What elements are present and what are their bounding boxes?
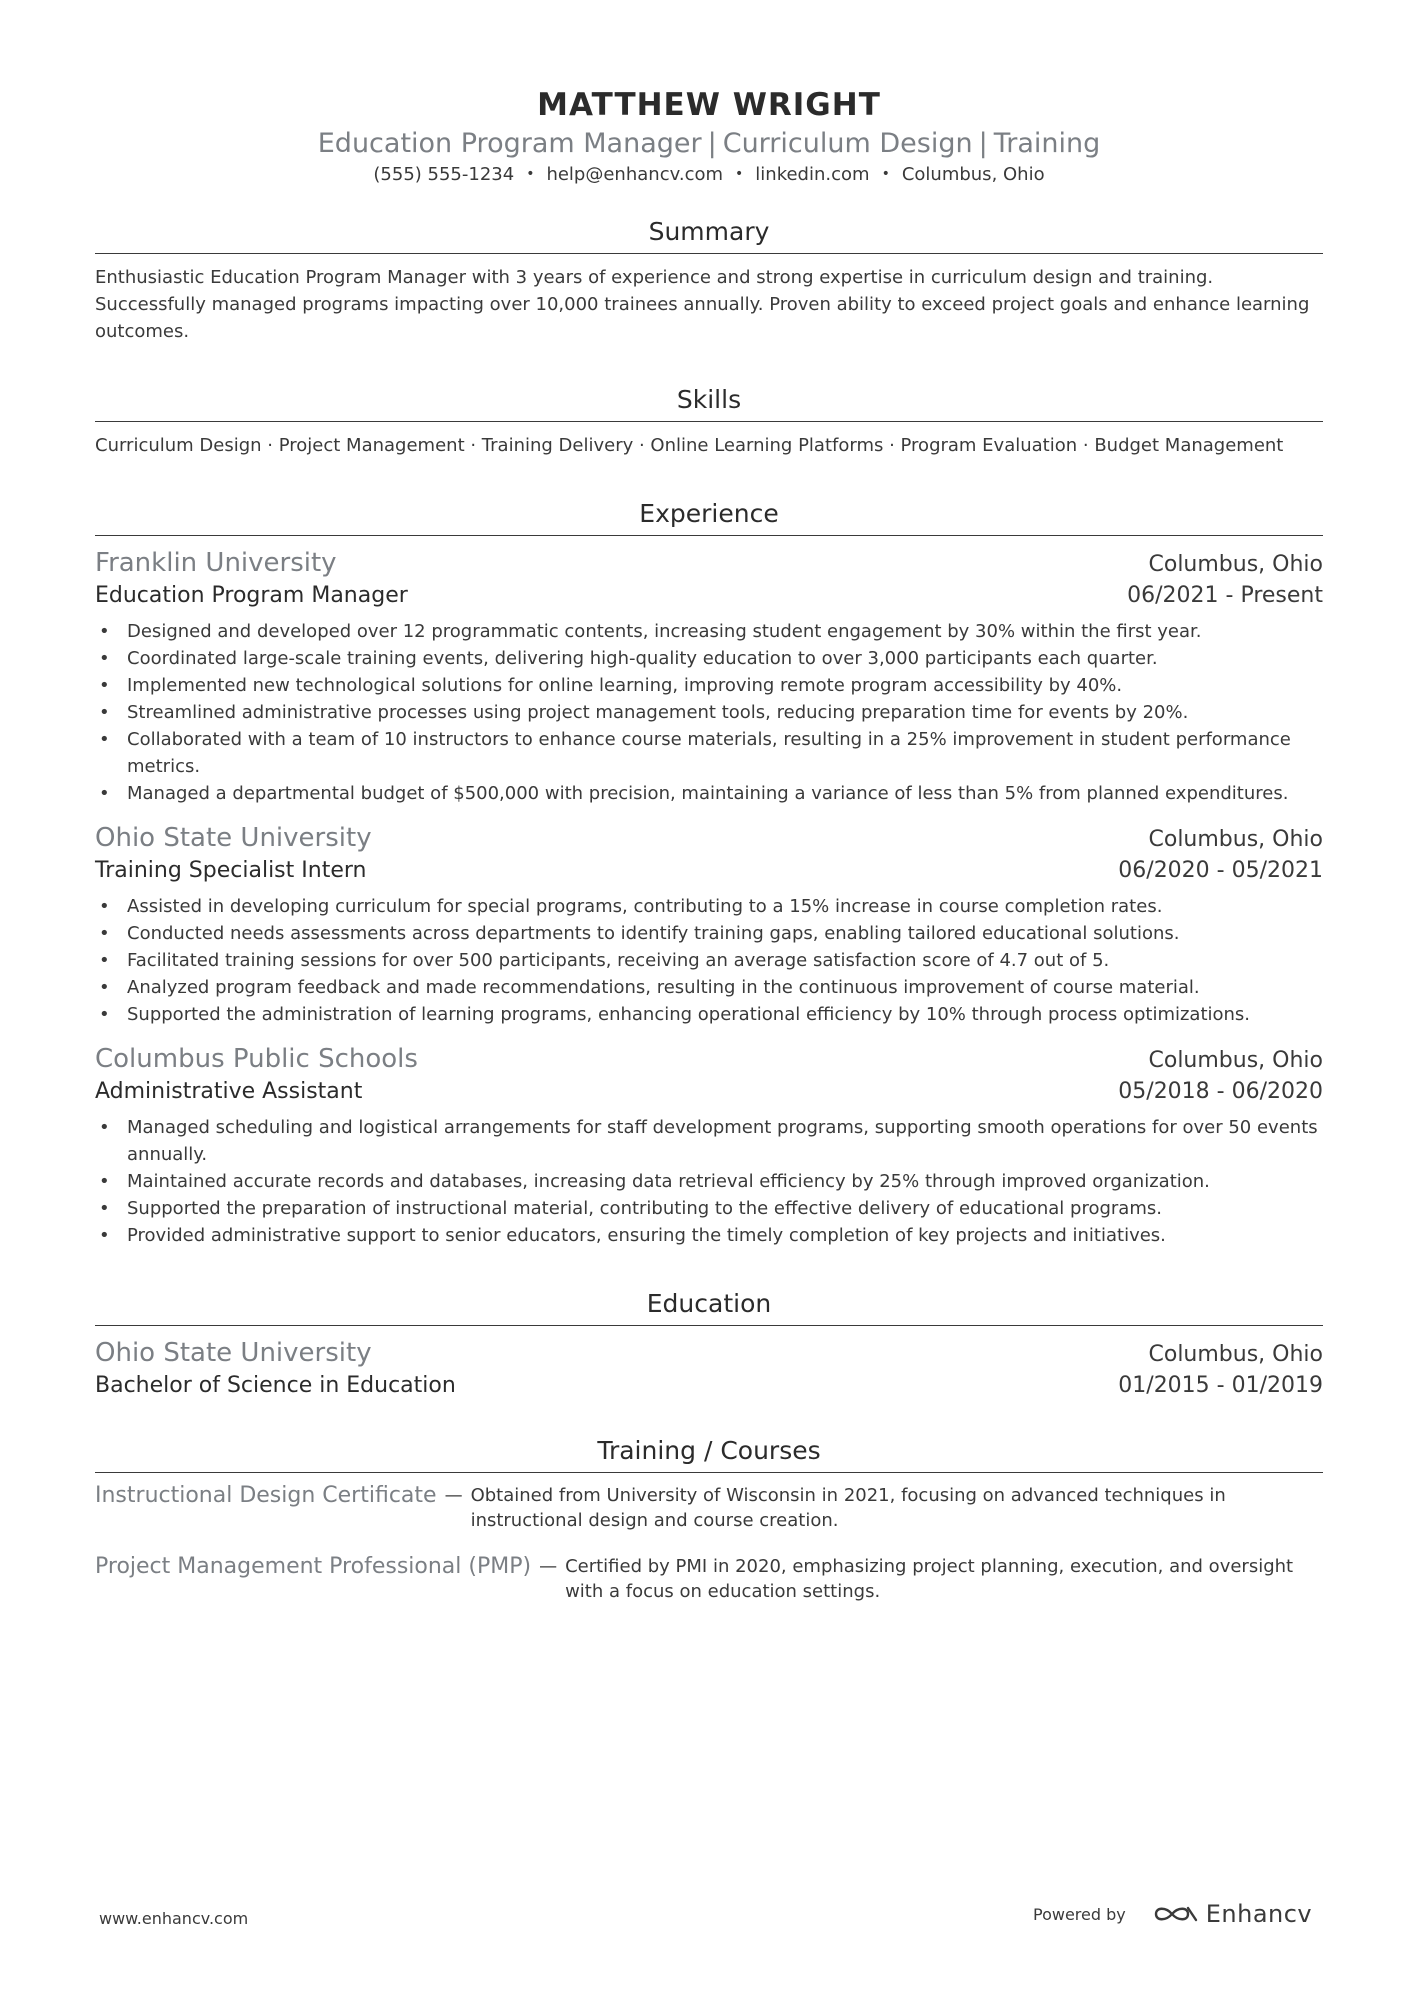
training-item xyxy=(95,1554,1323,1604)
training-description: Certified by PMI in 2020, emphasizing project planning, execution, and oversight with a focus on education settings. xyxy=(565,1556,1294,1602)
experience-company: Ohio State University xyxy=(95,823,372,853)
candidate-name: MATTHEW WRIGHT xyxy=(537,87,881,123)
training-dash: — xyxy=(444,1485,463,1506)
contact-separator: • xyxy=(526,166,535,182)
experience-role: Training Specialist Intern xyxy=(95,858,367,883)
training-description: Obtained from University of Wisconsin in 2021, focusing on advanced techniques in instructional design and course creation. xyxy=(470,1485,1226,1531)
experience-dates: 05/2018 - 06/2020 xyxy=(1118,1079,1323,1104)
contact-separator: • xyxy=(735,166,744,182)
list-item: • Conducted needs assessments across departments to identify training gaps, enabling tailored educational solutions. xyxy=(95,920,1323,947)
experience-entry xyxy=(95,821,1323,1028)
list-item: • Analyzed program feedback and made recommendations, resulting in the continuous improvement of course material. xyxy=(95,974,1323,1001)
training-item xyxy=(95,1483,1323,1533)
contact-line xyxy=(95,162,1323,189)
list-item: • Managed a departmental budget of $500,000 with precision, maintaining a variance of less than 5% from planned expenditures. xyxy=(95,780,1323,807)
experience-location: Columbus, Ohio xyxy=(1148,827,1323,852)
training-name: Instructional Design Certificate xyxy=(95,1483,437,1508)
powered-by-label: Powered by xyxy=(1033,1904,1126,1924)
experience-location: Columbus, Ohio xyxy=(1148,552,1323,577)
list-item: • Provided administrative support to senior educators, ensuring the timely completion of key projects and initiatives. xyxy=(95,1222,1323,1249)
headline-part: Curriculum Design xyxy=(722,128,973,159)
education-school: Ohio State University xyxy=(95,1338,372,1368)
experience-bullets xyxy=(95,618,1323,807)
experience-role: Education Program Manager xyxy=(95,583,408,608)
footer-powered-by xyxy=(1033,1900,1312,1928)
section-title-skills: Skills xyxy=(95,383,1323,422)
training-section xyxy=(95,1434,1323,1604)
footer-website[interactable]: www.enhancv.com xyxy=(99,1909,249,1928)
section-title-education: Education xyxy=(95,1287,1323,1326)
training-name: Project Management Professional (PMP) xyxy=(95,1554,532,1579)
experience-dates: 06/2021 - Present xyxy=(1127,583,1323,608)
section-title-training: Training / Courses xyxy=(95,1434,1323,1473)
summary-text: Enthusiastic Education Program Manager with 3 years of experience and strong expertise in curriculum design and training. Successfully managed programs impacting over 10,000 trainees annually. Proven ability to exceed project goals and enhance learning outcomes. xyxy=(95,267,1310,342)
experience-section xyxy=(95,497,1323,1249)
list-item: • Coordinated large-scale training events, delivering high-quality education to over 3,000 participants each quarter. xyxy=(95,645,1323,672)
experience-bullets xyxy=(95,1114,1323,1249)
list-item: • Collaborated with a team of 10 instructors to enhance course materials, resulting in a 25% improvement in student performance metrics. xyxy=(95,726,1323,780)
experience-location: Columbus, Ohio xyxy=(1148,1048,1323,1073)
list-item: • Supported the administration of learning programs, enhancing operational efficiency by 10% through process optimizations. xyxy=(95,1001,1323,1028)
headline-part: Training xyxy=(993,128,1101,159)
brand-name: Enhancv xyxy=(1205,1900,1313,1928)
contact-linkedin[interactable]: linkedin.com xyxy=(755,164,870,185)
list-item: • Implemented new technological solutions for online learning, improving remote program accessibility by 40%. xyxy=(95,672,1323,699)
skills-section xyxy=(95,383,1323,459)
candidate-headline xyxy=(95,126,1323,162)
education-degree: Bachelor of Science in Education xyxy=(95,1373,456,1398)
list-item: • Designed and developed over 12 programmatic contents, increasing student engagement by 30% within the first year. xyxy=(95,618,1323,645)
contact-separator: • xyxy=(881,166,890,182)
section-title-experience: Experience xyxy=(95,497,1323,536)
resume-page xyxy=(95,0,1323,1604)
contact-email[interactable]: help@enhancv.com xyxy=(546,164,724,185)
brand-logo[interactable] xyxy=(1152,1900,1312,1928)
list-item: • Maintained accurate records and databases, increasing data retrieval efficiency by 25% through improved organization. xyxy=(95,1168,1323,1195)
skills-text: Curriculum Design · Project Management · Training Delivery · Online Learning Platforms · Program Evaluation · Budget Management xyxy=(95,435,1284,456)
experience-entry xyxy=(95,1042,1323,1249)
education-section xyxy=(95,1287,1323,1402)
summary-section xyxy=(95,215,1323,345)
experience-entry xyxy=(95,546,1323,807)
headline-part: Education Program Manager xyxy=(317,128,702,159)
experience-role: Administrative Assistant xyxy=(95,1079,363,1104)
contact-phone: (555) 555-1234 xyxy=(373,164,515,185)
experience-company: Columbus Public Schools xyxy=(95,1044,418,1074)
experience-dates: 06/2020 - 05/2021 xyxy=(1118,858,1323,883)
headline-separator: | xyxy=(978,128,988,159)
training-dash: — xyxy=(539,1556,558,1577)
experience-bullets xyxy=(95,893,1323,1028)
list-item: • Streamlined administrative processes using project management tools, reducing preparation time for events by 20%. xyxy=(95,699,1323,726)
headline-separator: | xyxy=(707,128,717,159)
list-item: • Supported the preparation of instructional material, contributing to the effective delivery of educational programs. xyxy=(95,1195,1323,1222)
resume-header xyxy=(95,0,1323,189)
list-item: • Assisted in developing curriculum for special programs, contributing to a 15% increase in course completion rates. xyxy=(95,893,1323,920)
list-item: • Managed scheduling and logistical arrangements for staff development programs, supporting smooth operations for over 50 events annually. xyxy=(95,1114,1323,1168)
education-entry xyxy=(95,1336,1323,1402)
enhancv-logo-icon xyxy=(1152,1902,1200,1926)
list-item: • Facilitated training sessions for over 500 participants, receiving an average satisfaction score of 4.7 out of 5. xyxy=(95,947,1323,974)
section-title-summary: Summary xyxy=(95,215,1323,254)
education-location: Columbus, Ohio xyxy=(1148,1342,1323,1367)
experience-company: Franklin University xyxy=(95,548,337,578)
contact-location: Columbus, Ohio xyxy=(901,164,1045,185)
education-dates: 01/2015 - 01/2019 xyxy=(1118,1373,1323,1398)
